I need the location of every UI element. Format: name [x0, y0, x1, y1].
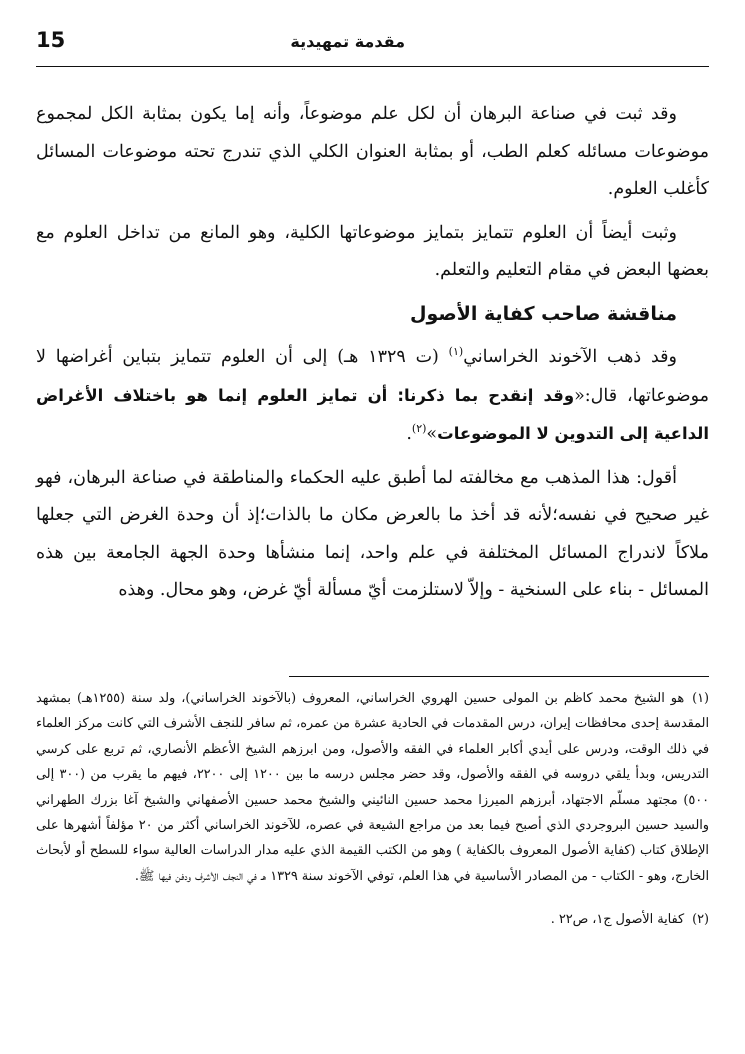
paragraph-3: [36, 339, 709, 454]
footnote-1-text: هو الشيخ محمد كاظم بن المولى حسين الهروي الخراساني، المعروف (بالآخوند الخراساني)، ولد سنة (١٢٥٥هـ) بمشهد المقدسة إحدى محافظات إيران، درس المقدمات في الحادية عشرة من عمره، ثم سافر للنجف الأشرف التي كانت مركز العلماء في ذلك الوقت، ودرس على أيدي أكابر العلماء في الفقه والأصول، ومن ابرزهم الشيخ الأعظم الأنصاري، ثم تربع على كرسي التدريس، وبدأ يلقي دروسه في الفقه والأصول، وقد حضر مجلس درسه ما بين ١٢٠٠ إلى ٢٢٠٠، فيهم ما يقرب من (٣٠٠ إلى ٥٠٠) مجتهد مسلّم الاجتهاد، أبرزهم الميرزا محمد حسين النائيني والشيخ محمد حسين الأصفهاني والشيخ آغا بزرك الطهراني والسيد حسين البروجردي الذي أصبح فيما بعد من مراجع الشيعة في عصره، للآخوند الخراساني أكثر من ٢٠ مؤلفاً أشهرها على الإطلاق كتاب (كفاية الأصول المعروف بالكفاية ) وهو من الكتب القيمة الذي عليه مدار الدراسات العالية سواء للسطح أو لأبحاث الخارج، وهو - الكتاب - من المصادر الأساسية في هذا العلم، توفي الآخوند سنة ١٣٢٩ هـ في النجف الأشرف ودفن فيها: [36, 691, 709, 884]
footnote-2-number: (٢): [692, 912, 709, 928]
running-title: مقدمة تمهيدية: [290, 32, 405, 51]
quoted-text: وقد إنقدح بما ذكرنا: أن تمايز العلوم إنما هو باختلاف الأغراض الداعية إلى التدوين لا الموضوعات: [36, 385, 709, 443]
footnote-divider: [289, 676, 709, 677]
footnote-1: [36, 686, 709, 889]
paragraph-2: وثبت أيضاً أن العلوم تتمايز بتمايز موضوعاتها الكلية، وهو المانع من تداخل العلوم مع بعضها البعض في مقام التعليم والتعلم.: [36, 222, 709, 280]
paragraph-3-text-d: .: [406, 424, 412, 444]
footnote-1-number: (١): [692, 691, 709, 706]
paragraph-3-text-c: »: [426, 424, 438, 444]
section-heading: مناقشة صاحب كفاية الأصول: [409, 302, 677, 325]
paragraph-4: أقول: هذا المذهب مع مخالفته لما أطبق عليه الحكماء والمناطقة في صناعة البرهان، فهو غير صحيح في نفسه؛لأنه قد أخذ ما بالعرض مكان ما بالذات؛إذ أن وحدة الغرض التي جعلها ملاكاً لاندراج المسائل المختلفة في علم واحد، إنما منشأها وحدة الجهة الجامعة بين هذه المسائل - بناء على السنخية - وإلاّ لاستلزمت أيّ مسألة أيّ غرض، وهو محال. وهذه: [36, 467, 709, 600]
page-number: 15: [36, 28, 66, 52]
honorific-glyph: ﷺ.: [134, 868, 155, 884]
footnote-ref-2[interactable]: (٢): [411, 422, 427, 436]
footnote-ref-1[interactable]: (١): [448, 345, 464, 359]
footnotes: [36, 686, 709, 933]
header-divider: [36, 66, 709, 67]
paragraph-3-text-b: (ت ١٣٢٩ هـ) إلى أن العلوم تتمايز بتباين أغراضها لا موضوعاتها، قال:«: [36, 347, 709, 406]
main-text: [36, 96, 709, 616]
paragraph-3-text-a: وقد ذهب الآخوند الخراساني: [463, 347, 677, 367]
footnote-2-text: كفاية الأصول ج١، ص٢٢ .: [550, 912, 685, 928]
paragraph-1: وقد ثبت في صناعة البرهان أن لكل علم موضوعاً، وأنه إما يكون بمثابة الكل لمجموع موضوعات مسائله كعلم الطب، أو بمثابة العنوان الكلي الذي تندرج تحته موضوعات المسائل كأغلب العلوم.: [36, 104, 709, 199]
footnote-2: [36, 907, 709, 932]
